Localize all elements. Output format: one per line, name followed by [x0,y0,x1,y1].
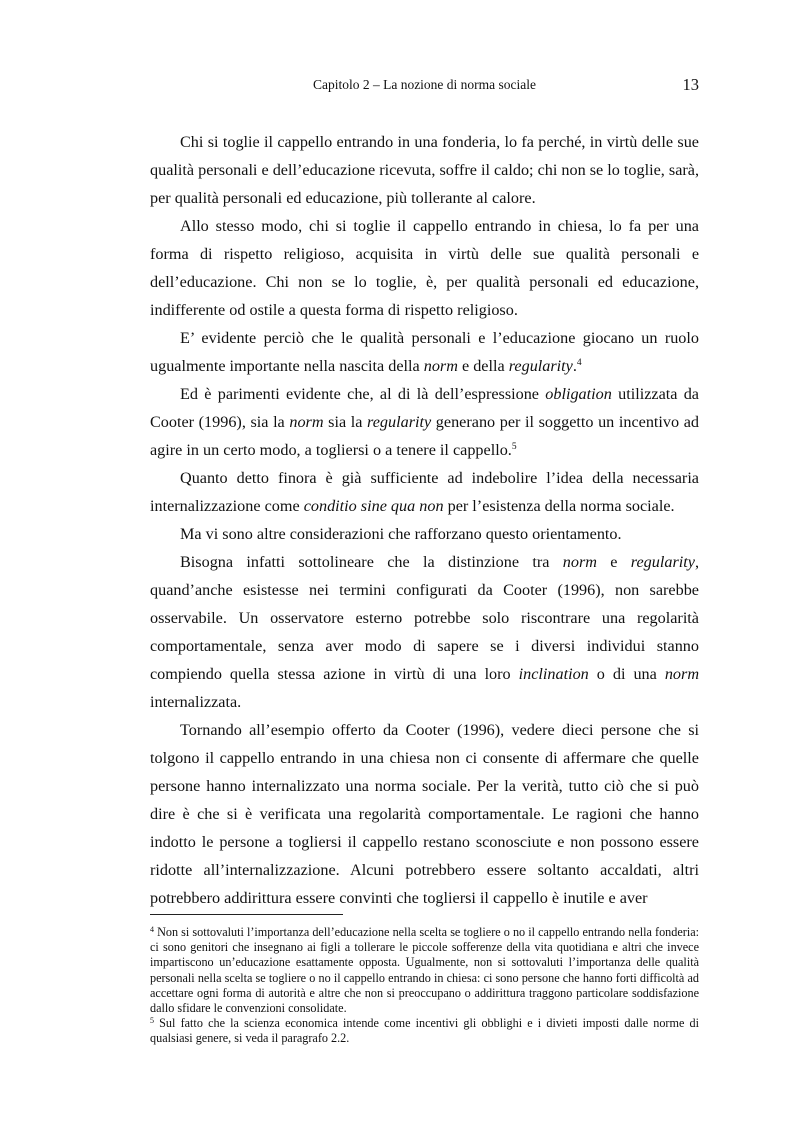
paragraph-6: Ma vi sono altre considerazioni che rafforzano questo orientamento. [180,525,622,543]
footnotes [150,925,699,1047]
footnote-text: Non si sottovaluti l’importanza dell’educazione nella scelta se togliere o no il cappello entrando nella fonderia: ci sono genitori che insegnano ai figli a tollerare le piccole sofferenze della vita quotidiana e altri che invece impartiscono un’educazione esattamente opposta. Ugualmente, non si sottovaluti l’importanza delle qualità personali nella scelta se togliere o no il cappello entrando in chiesa: ci sono persone che hanno forti difficoltà ad accettare ogni forma di autorità e altre che non si preoccupano o addirittura traggono particolare soddisfazione dallo sfidare le convenzioni consolidate. [150,925,699,1016]
term-regularity: regularity [630,553,695,571]
text-run: generano per il soggetto un incentivo ad agire in un certo modo, a togliersi o a tenere il cappello. [150,413,699,459]
paragraph-5 [150,464,699,520]
paragraph-4 [150,380,699,464]
term-conditio-sine-qua-non: conditio sine qua non [303,497,444,515]
term-norm: norm [289,413,324,431]
footnote-text: Sul fatto che la scienza economica intende come incentivi gli obblighi e i divieti imposti dalle norme di qualsiasi genere, si veda il paragrafo 2.2. [150,1016,699,1046]
text-run: e della [457,357,509,375]
text-run: utilizzata da Cooter (1996), sia la [150,385,699,431]
text-run: o di una [588,665,665,683]
footnote-separator [150,914,343,915]
paragraph-2: Allo stesso modo, chi si toglie il cappello entrando in chiesa, lo fa per una forma di rispetto religioso, acquisita in virtù delle sue qualità personali e dell’educazione. Chi non se lo toglie, è, per qualità personali ed educazione, indifferente od ostile a questa forma di rispetto religioso. [150,217,699,319]
footnote-ref-4[interactable]: 4 [576,358,582,368]
term-norm: norm [562,553,597,571]
text-run: e [596,553,631,571]
text-run: Ed è parimenti evidente che, al di là dell’espressione [180,385,546,403]
paragraph-3 [150,324,699,380]
term-obligation: obligation [545,385,612,403]
footnote-number: 4 [150,925,154,934]
text-run: per l’esistenza della norma sociale. [443,497,675,515]
term-norm: norm [664,665,700,683]
text-run: sia la [323,413,368,431]
term-norm: norm [423,357,458,375]
footnote-4 [150,925,699,1016]
term-regularity: regularity [367,413,432,431]
page-number: 13 [682,75,699,94]
footnote-5 [150,1016,699,1046]
text-run: . [572,357,577,375]
text-run: internalizzata. [150,693,242,711]
paragraph-1: Chi si toglie il cappello entrando in una fonderia, lo fa perché, in virtù delle sue qualità personali e dell’educazione ricevuta, soffre il caldo; chi non se lo toglie, sarà, per qualità personali ed educazione, più tollerante al calore. [150,133,699,207]
term-regularity: regularity [508,357,573,375]
footnote-ref-5[interactable]: 5 [511,442,517,452]
term-inclination: inclination [518,665,589,683]
body-text [150,128,699,912]
text-run: , quand’anche esistesse nei termini configurati da Cooter (1996), non sarebbe osservabile. Un osservatore esterno potrebbe solo riscontrare una regolarità comportamentale, senza aver modo di sapere se i diversi individui stanno compiendo quella stessa azione in virtù di una loro [150,553,699,683]
chapter-title: Capitolo 2 – La nozione di norma sociale [312,77,537,92]
footnote-number: 5 [150,1016,154,1026]
running-header [150,75,699,97]
paragraph-8: Tornando all’esempio offerto da Cooter (1996), vedere dieci persone che si tolgono il cappello entrando in una chiesa non ci consente di affermare che quelle persone hanno internalizzato una norma sociale. Per la verità, tutto ciò che si può dire è che si è verificata una regolarità comportamentale. Le ragioni che hanno indotto le persone a togliersi il cappello restano sconosciute e non possono essere ridotte all’internalizzazione. Alcuni potrebbero essere soltanto accaldati, altri potrebbero addirittura essere convinti che togliersi il cappello è inutile e aver [150,721,699,907]
text-run: E’ evidente perciò che le qualità personali e l’educazione giocano un ruolo ugualmente importante nella nascita della [150,329,699,375]
paragraph-7 [150,548,699,716]
text-run: Quanto detto finora è già sufficiente ad indebolire l’idea della necessaria internalizzazione come [150,469,699,515]
text-run: Bisogna infatti sottolineare che la distinzione tra [180,553,563,571]
